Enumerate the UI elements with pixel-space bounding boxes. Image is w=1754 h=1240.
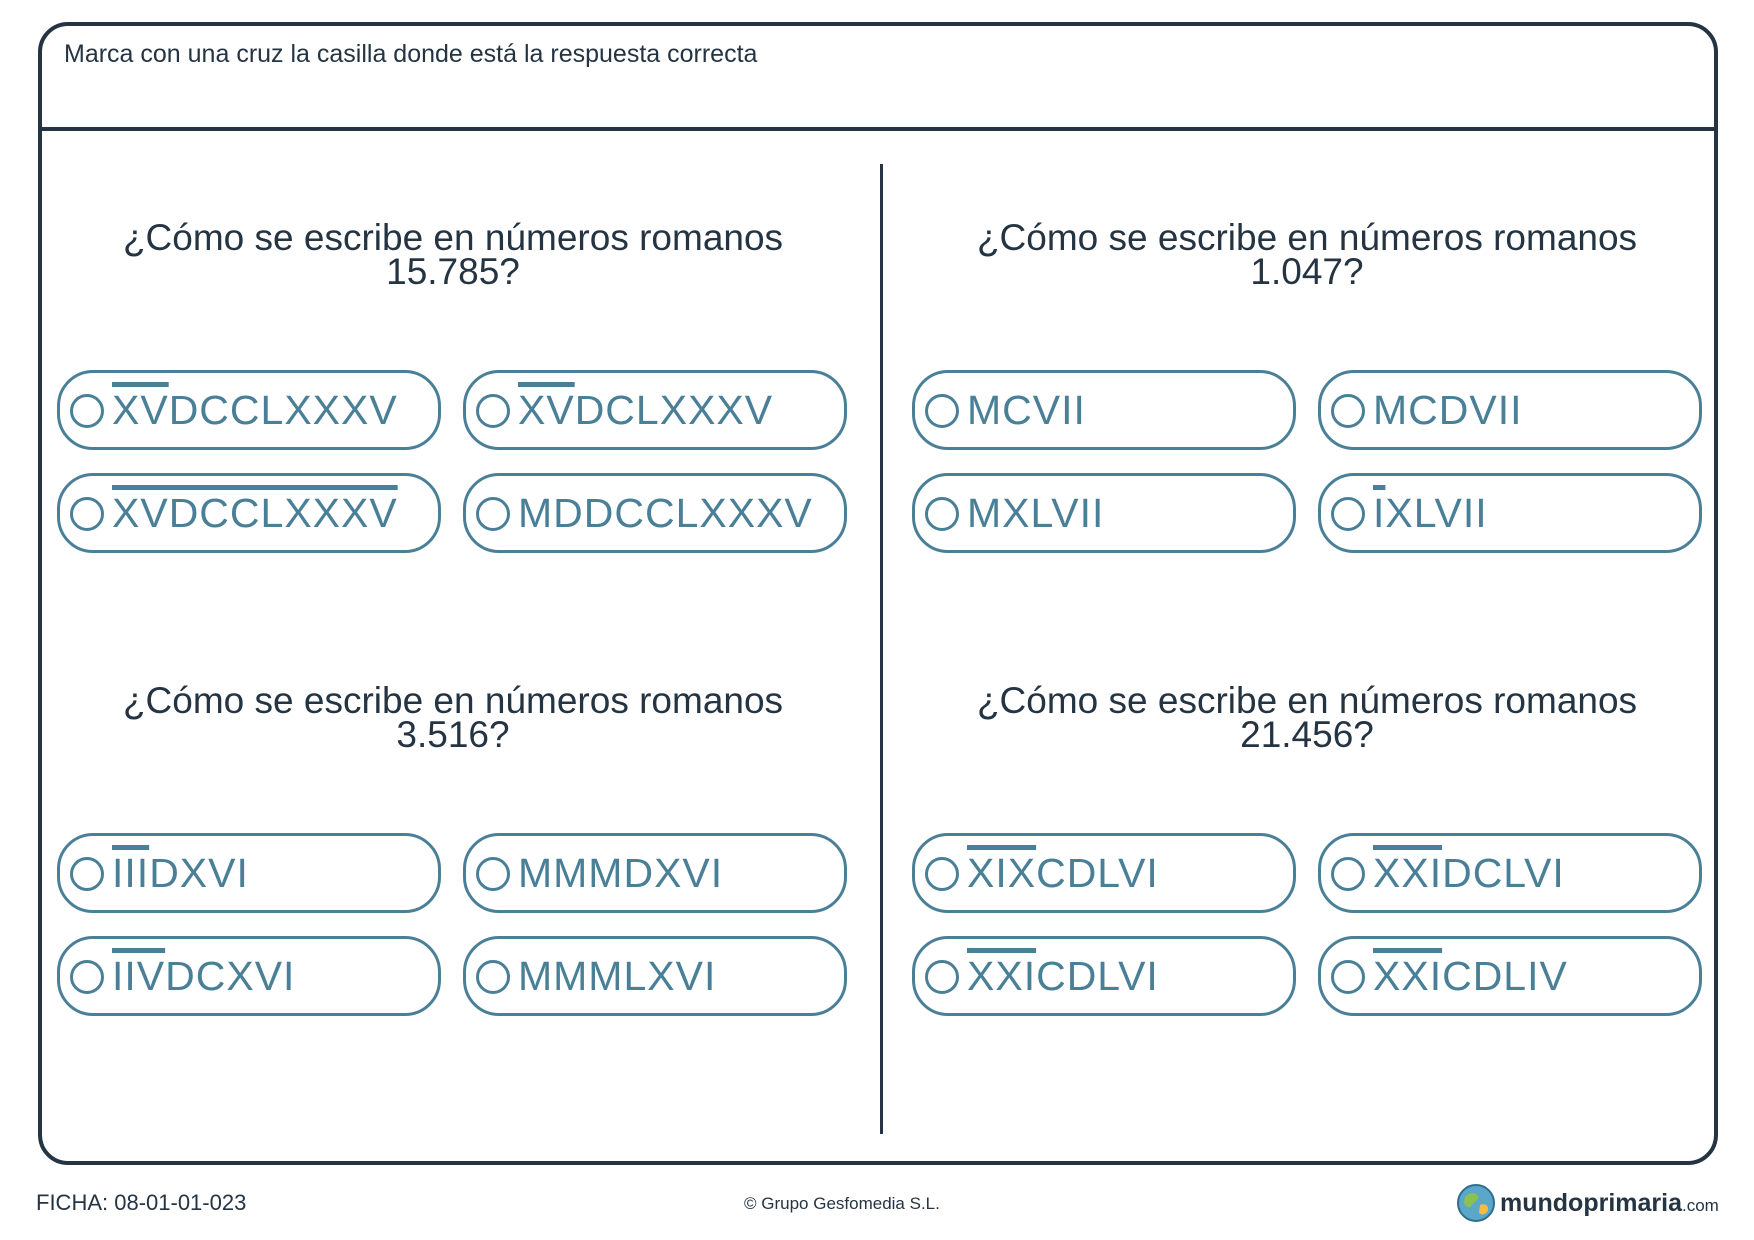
option-label: MDDCCLXXXV — [518, 489, 813, 536]
question-1-line1: ¿Cómo se escribe en números romanos — [122, 217, 784, 258]
q3-option-d[interactable] — [463, 936, 847, 1016]
radio-circle-icon[interactable] — [70, 857, 104, 891]
option-label: $\overline{IIV}DCXVI$ — [112, 952, 296, 999]
option-label: $\overline{III}DXVI$ — [112, 849, 249, 896]
question-1 — [38, 217, 868, 292]
question-2-line1: ¿Cómo se escribe en números romanos — [976, 217, 1638, 258]
radio-circle-icon[interactable] — [925, 394, 959, 428]
q1-option-a[interactable] — [57, 370, 441, 450]
option-label: $\overline{XV}DCCLXXXV$ — [112, 386, 398, 433]
q2-option-d[interactable] — [1318, 473, 1702, 553]
radio-circle-icon[interactable] — [925, 857, 959, 891]
radio-circle-icon[interactable] — [476, 497, 510, 531]
header-divider — [40, 127, 1716, 131]
question-2-line2: 1.047? — [1250, 251, 1364, 292]
q3-option-b[interactable] — [463, 833, 847, 913]
option-label: MMMDXVI — [518, 849, 724, 896]
radio-circle-icon[interactable] — [1331, 857, 1365, 891]
radio-circle-icon[interactable] — [70, 960, 104, 994]
radio-circle-icon[interactable] — [476, 960, 510, 994]
globe-icon — [1456, 1183, 1496, 1223]
option-label: $\overline{XXI}CDLIV$ — [1373, 952, 1568, 999]
radio-circle-icon[interactable] — [70, 394, 104, 428]
q4-option-c[interactable] — [912, 936, 1296, 1016]
radio-circle-icon[interactable] — [476, 394, 510, 428]
option-label: $\overline{I}XLVII$ — [1373, 489, 1488, 536]
option-label: $\overline{XXI}CDLVI$ — [967, 952, 1159, 999]
question-4-line2: 21.456? — [1240, 714, 1374, 755]
q1-option-b[interactable] — [463, 370, 847, 450]
question-1-line2: 15.785? — [386, 251, 520, 292]
copyright-text: © Grupo Gesfomedia S.L. — [744, 1194, 940, 1213]
option-label: $\overline{XV}DCLXXXV$ — [518, 386, 774, 433]
q1-option-c[interactable] — [57, 473, 441, 553]
radio-circle-icon[interactable] — [1331, 394, 1365, 428]
q2-option-b[interactable] — [1318, 370, 1702, 450]
question-3-line2: 3.516? — [396, 714, 510, 755]
option-label: MXLVII — [967, 489, 1105, 536]
radio-circle-icon[interactable] — [1331, 497, 1365, 531]
column-divider — [880, 164, 883, 1134]
q1-option-d[interactable] — [463, 473, 847, 553]
question-3 — [38, 680, 868, 755]
question-3-line1: ¿Cómo se escribe en números romanos — [122, 680, 784, 721]
option-label: MCVII — [967, 386, 1086, 433]
radio-circle-icon[interactable] — [476, 857, 510, 891]
mundoprimaria-logo[interactable] — [1456, 1183, 1719, 1223]
q4-option-d[interactable] — [1318, 936, 1702, 1016]
q2-option-c[interactable] — [912, 473, 1296, 553]
q3-option-c[interactable] — [57, 936, 441, 1016]
option-label: $\overline{XXI}DCLVI$ — [1373, 849, 1565, 896]
q3-option-a[interactable] — [57, 833, 441, 913]
option-label: MCDVII — [1373, 386, 1523, 433]
question-4-line1: ¿Cómo se escribe en números romanos — [976, 680, 1638, 721]
option-label: XVDCCLXXXV — [112, 489, 398, 536]
question-4 — [892, 680, 1722, 755]
q4-option-b[interactable] — [1318, 833, 1702, 913]
logo-text: mundoprimaria.com — [1500, 1188, 1719, 1217]
radio-circle-icon[interactable] — [925, 960, 959, 994]
instruction-text: Marca con una cruz la casilla donde está la respuesta correcta — [64, 40, 758, 68]
radio-circle-icon[interactable] — [70, 497, 104, 531]
q4-option-a[interactable] — [912, 833, 1296, 913]
question-2 — [892, 217, 1722, 292]
radio-circle-icon[interactable] — [925, 497, 959, 531]
option-label: $\overline{XIX}CDLVI$ — [967, 849, 1159, 896]
ficha-code: FICHA: 08-01-01-023 — [36, 1190, 247, 1215]
radio-circle-icon[interactable] — [1331, 960, 1365, 994]
q2-option-a[interactable] — [912, 370, 1296, 450]
option-label: MMMLXVI — [518, 952, 717, 999]
